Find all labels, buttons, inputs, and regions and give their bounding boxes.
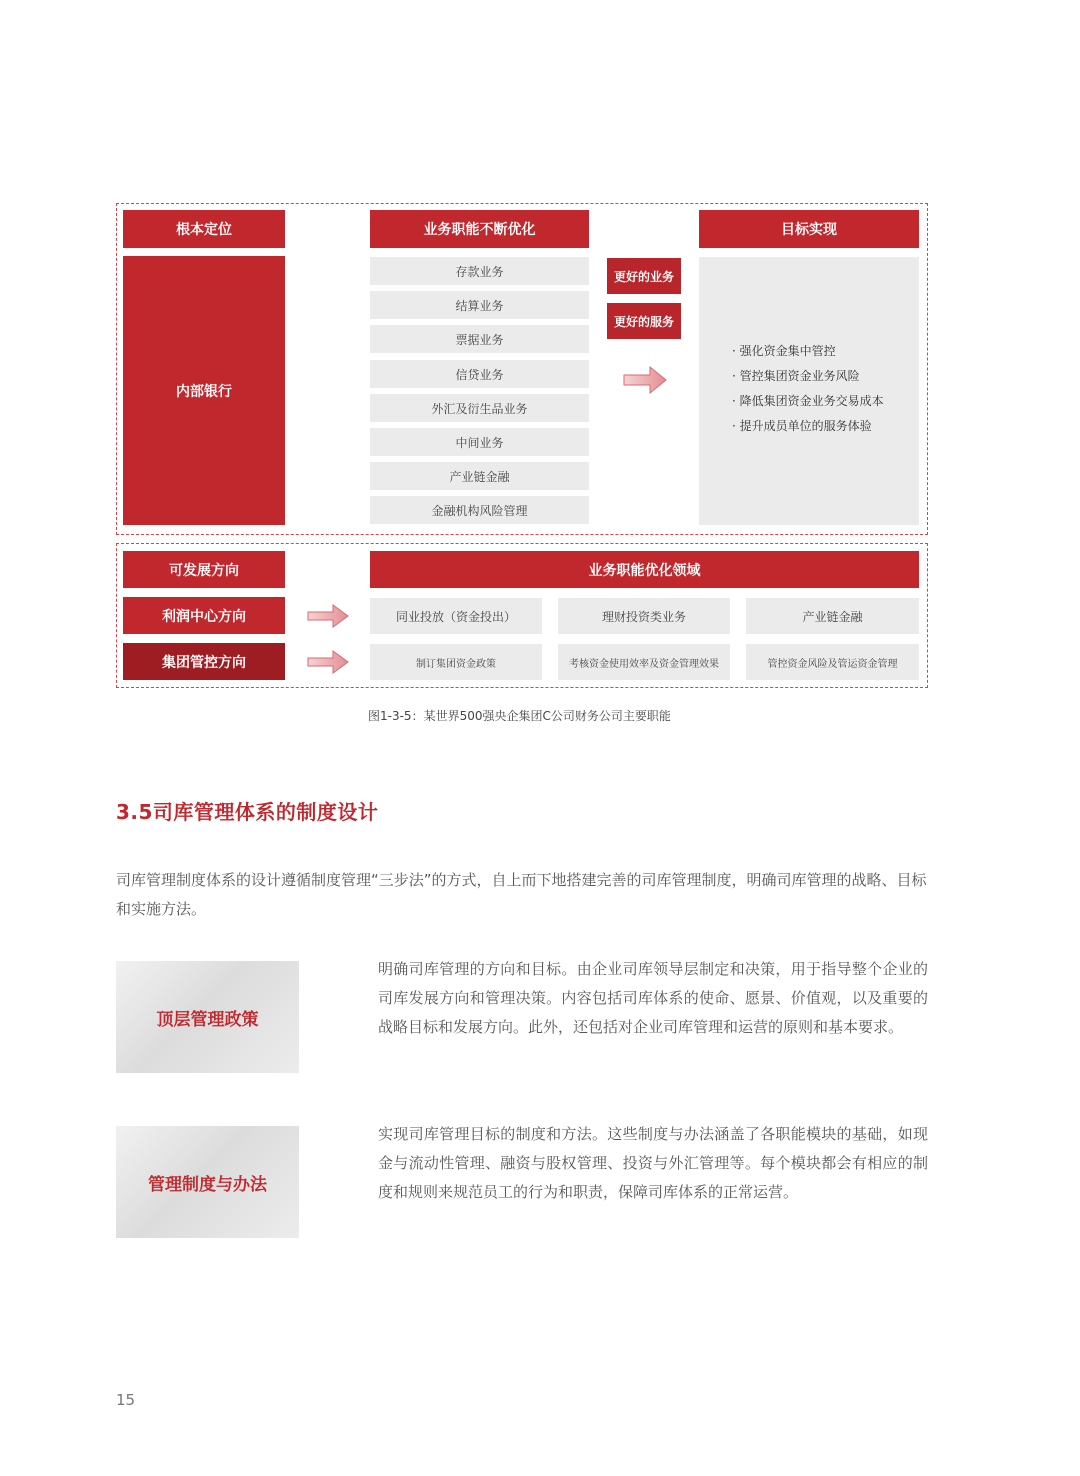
policy-image	[116, 961, 299, 1073]
goal-list	[732, 339, 912, 439]
business-item: 信贷业务	[370, 360, 589, 388]
header-positioning: 根本定位	[123, 210, 285, 248]
header-optimization: 业务职能不断优化	[370, 210, 589, 248]
area-item: 考核资金使用效率及资金管理效果	[558, 644, 730, 680]
header-development: 可发展方向	[123, 551, 285, 588]
business-item: 金融机构风险管理	[370, 496, 589, 524]
goal-item: · 降低集团资金业务交易成本	[732, 389, 912, 414]
policy-image-label: 顶层管理政策	[156, 1009, 259, 1030]
goal-item: · 强化资金集中管控	[732, 339, 912, 364]
section-intro: 司库管理制度体系的设计遵循制度管理“三步法”的方式，自上而下地搭建完善的司库管理制度，明确司库管理的战略、目标和实施方法。	[116, 871, 927, 918]
header-optimization-area: 业务职能优化领域	[370, 551, 919, 588]
arrow-right-icon	[306, 602, 350, 630]
business-item: 结算业务	[370, 291, 589, 319]
rules-text: 实现司库管理目标的制度和方法。这些制度与办法涵盖了各职能模块的基础，如现金与流动性管理、融资与股权管理、投资与外汇管理等。每个模块都会有相应的制度和规则来规范员工的行为和职责，保障司库体系的正常运营。	[378, 1125, 928, 1201]
figure-caption: 图1-3-5：某世界500强央企集团C公司财务公司主要职能	[368, 709, 671, 723]
area-item: 制订集团资金政策	[370, 644, 542, 680]
arrow-right-icon	[622, 364, 668, 396]
page-number: 15	[116, 1391, 136, 1409]
goal-item: · 提升成员单位的服务体验	[732, 414, 912, 439]
direction-group-control: 集团管控方向	[123, 643, 285, 680]
area-item: 管控资金风险及管运资金管理	[746, 644, 919, 680]
tag-better-business: 更好的业务	[607, 258, 681, 294]
goal-item: · 管控集团资金业务风险	[732, 364, 912, 389]
business-item: 票据业务	[370, 325, 589, 353]
direction-profit-center: 利润中心方向	[123, 597, 285, 634]
section-title: 3.5司库管理体系的制度设计	[116, 800, 379, 824]
business-item: 产业链金融	[370, 462, 589, 490]
rules-image	[116, 1126, 299, 1238]
business-item: 中间业务	[370, 428, 589, 456]
area-item: 理财投资类业务	[558, 598, 730, 634]
rules-image-label: 管理制度与办法	[148, 1174, 267, 1195]
policy-text: 明确司库管理的方向和目标。由企业司库领导层制定和决策，用于指导整个企业的司库发展方向和管理决策。内容包括司库体系的使命、愿景、价值观，以及重要的战略目标和发展方向。此外，还包括对企业司库管理和运营的原则和基本要求。	[378, 960, 928, 1036]
area-item: 产业链金融	[746, 598, 919, 634]
arrow-right-icon	[306, 648, 350, 676]
positioning-value: 内部银行	[123, 256, 285, 525]
business-item: 外汇及衍生品业务	[370, 394, 589, 422]
business-item: 存款业务	[370, 257, 589, 285]
header-goal: 目标实现	[699, 210, 919, 248]
area-item: 同业投放（资金投出）	[370, 598, 542, 634]
tag-better-service: 更好的服务	[607, 303, 681, 339]
